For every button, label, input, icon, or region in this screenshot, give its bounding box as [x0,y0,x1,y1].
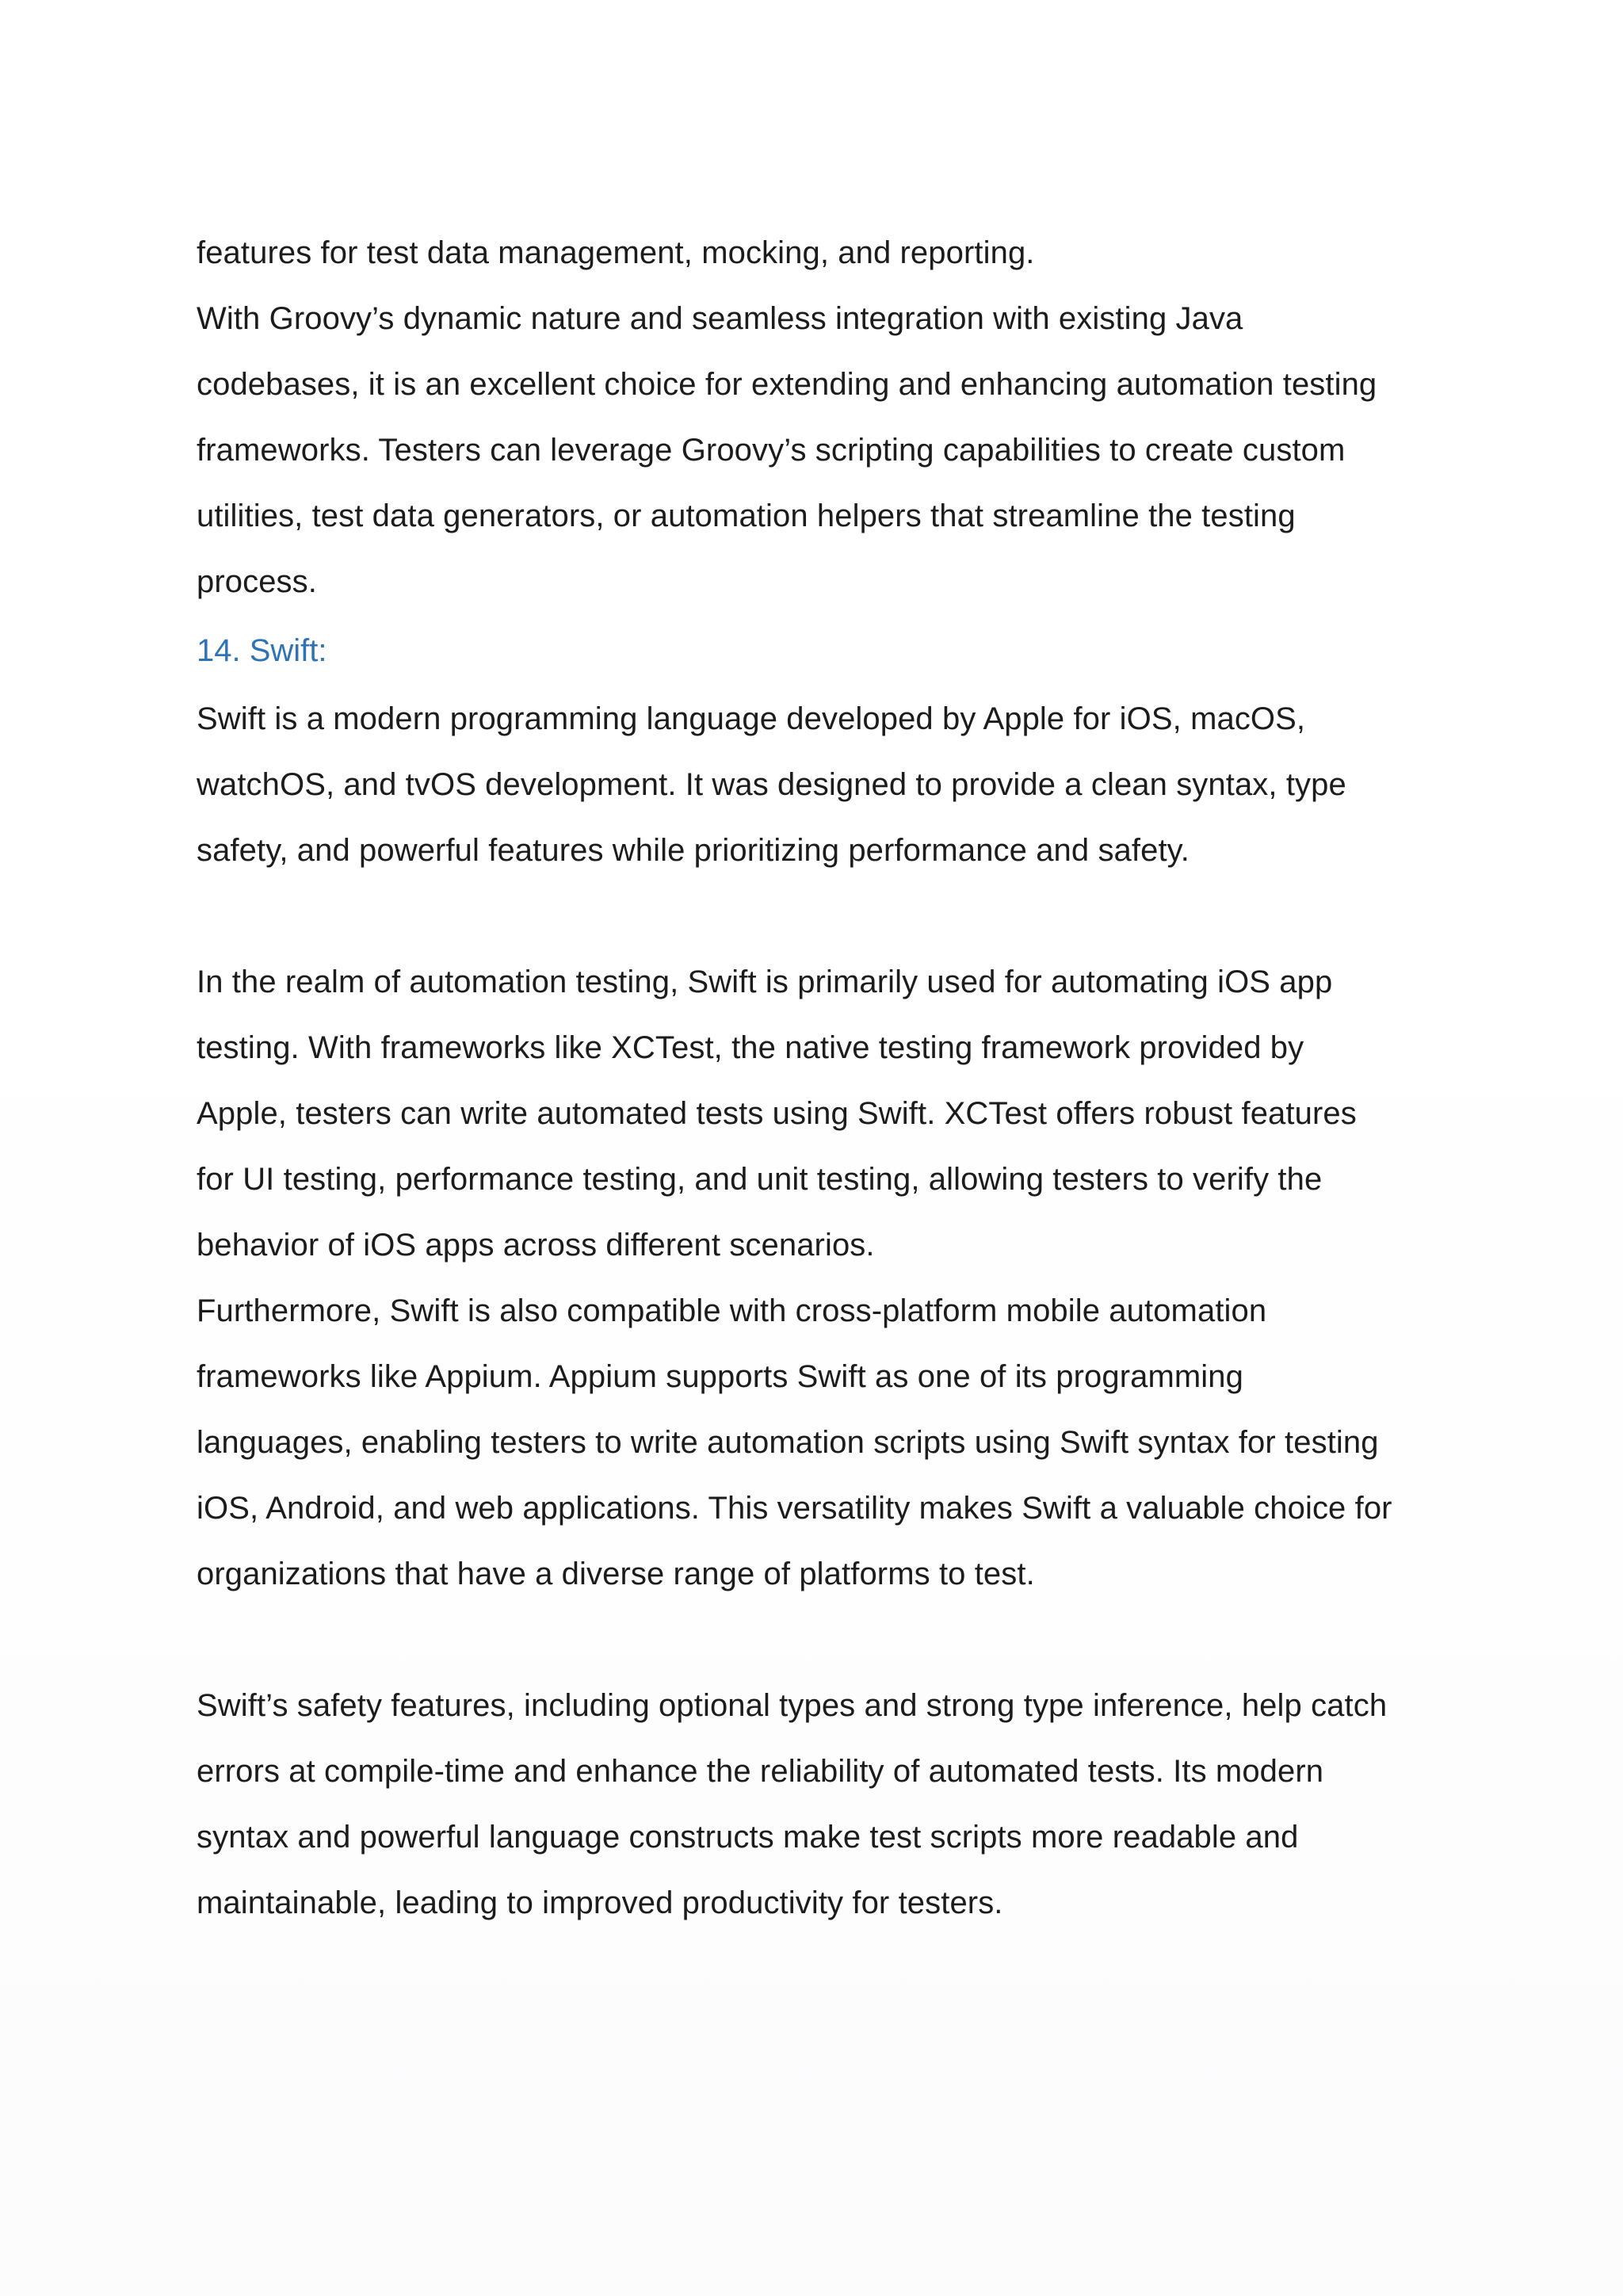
text-line: frameworks. Testers can leverage Groovy’s scripting capabilities to create custom [197,433,1346,468]
text-line: syntax and powerful language constructs make test scripts more readable and [197,1820,1299,1855]
text-line: testing. With frameworks like XCTest, the native testing framework provided by [197,1030,1304,1065]
text-line: iOS, Android, and web applications. This versatility makes Swift a valuable choice for [197,1491,1392,1526]
text-line: Swift’s safety features, including optional types and strong type inference, help catch [197,1688,1388,1723]
intro-paragraph [197,220,1433,615]
text-line: frameworks like Appium. Appium supports Swift as one of its programming [197,1359,1243,1394]
text-line: errors at compile-time and enhance the reliability of automated tests. Its modern [197,1754,1324,1789]
text-line: safety, and powerful features while prioritizing performance and safety. [197,833,1190,868]
text-line: With Groovy’s dynamic nature and seamless integration with existing Java [197,301,1243,336]
text-line: organizations that have a diverse range of platforms to test. [197,1557,1035,1591]
text-line: utilities, test data generators, or automation helpers that streamline the testing [197,499,1296,533]
paragraph-spacer [197,884,1433,949]
text-line: features for test data management, mocking, and reporting. [197,235,1035,270]
text-line: process. [197,564,317,599]
text-line: maintainable, leading to improved productivity for testers. [197,1885,1003,1920]
paragraph-spacer [197,1607,1433,1673]
text-line: languages, enabling testers to write automation scripts using Swift syntax for testing [197,1425,1379,1460]
text-line: Furthermore, Swift is also compatible with cross-platform mobile automation [197,1293,1267,1328]
paragraph-swift-automation [197,949,1433,1607]
text-line: Apple, testers can write automated tests using Swift. XCTest offers robust features [197,1096,1357,1131]
text-line: behavior of iOS apps across different scenarios. [197,1228,875,1263]
text-line: for UI testing, performance testing, and unit testing, allowing testers to verify the [197,1162,1323,1197]
text-line: Swift is a modern programming language developed by Apple for iOS, macOS, [197,701,1306,736]
text-line: codebases, it is an excellent choice for extending and enhancing automation testing [197,367,1377,402]
text-line: In the realm of automation testing, Swift is primarily used for automating iOS app [197,965,1333,999]
paragraph-swift-intro [197,686,1433,884]
document-body [197,220,1433,1936]
section-heading: 14. Swift: [197,633,327,668]
text-line: watchOS, and tvOS development. It was designed to provide a clean syntax, type [197,767,1346,802]
paragraph-swift-safety [197,1673,1433,1936]
